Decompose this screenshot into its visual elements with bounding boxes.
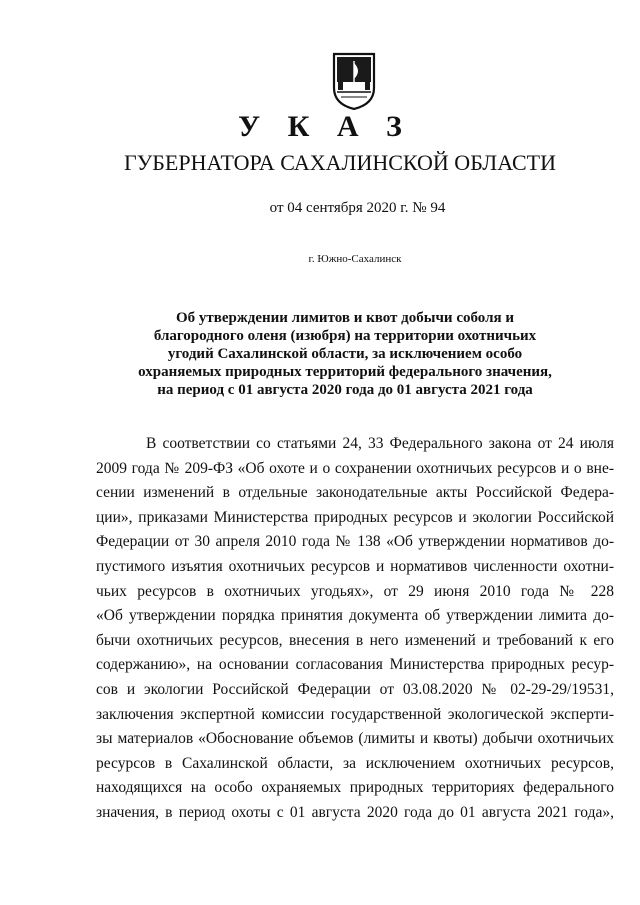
- heading-line: охраняемых природных территорий федерального значения,: [138, 364, 552, 380]
- body-line: сении изменений в отдельные законодательные акты Российской Федера-: [96, 484, 614, 502]
- body-line: 2009 года № 209-ФЗ «Об охоте и о сохранении охотничьих ресурсов и о вне-: [96, 459, 614, 477]
- issuer-title: ГУБЕРНАТОРА САХАЛИНСКОЙ ОБЛАСТИ: [124, 150, 556, 175]
- document-type-title: У К А З: [238, 110, 412, 143]
- body-line: пустимого изъятия охотничьих ресурсов и нормативов численности охотни-: [96, 557, 614, 575]
- body-line: чьих ресурсов в охотничьих угодьях», от 29 июня 2010 года № 228: [96, 582, 614, 600]
- body-line: сов и экологии Российской Федерации от 03.08.2020 № 02-29-29/19531,: [96, 680, 614, 698]
- heading-line: угодий Сахалинской области, за исключением особо: [167, 346, 523, 362]
- body-line: значения, в период охоты с 01 августа 2020 года до 01 августа 2021 года»,: [96, 803, 614, 821]
- body-line: содержанию», на основании согласования Министерства природных ресур-: [96, 656, 614, 674]
- date-and-number: от 04 сентября 2020 г. № 94: [269, 200, 446, 216]
- body-paragraph: [96, 432, 614, 826]
- body-line: ции», приказами Министерства природных ресурсов и экологии Российской: [96, 508, 614, 526]
- heading-line: благородного оленя (изюбря) на территории охотничьих: [153, 328, 537, 344]
- body-line: бычи охотничьих ресурсов, внесения в него изменений и требований к его: [96, 631, 614, 649]
- heading-line: Об утверждении лимитов и квот добычи соболя и: [175, 310, 515, 326]
- city-line: г. Южно-Сахалинск: [308, 253, 402, 265]
- body-line: «Об утверждении порядка принятия документа об утверждении лимита до-: [96, 607, 614, 625]
- heading-line: на период с 01 августа 2020 года до 01 августа 2021 года: [157, 382, 533, 398]
- body-line: Федерации от 30 апреля 2010 года № 138 «Об утверждении нормативов до-: [96, 533, 614, 551]
- body-line: заключения экспертной комиссии государственной экологической эксперти-: [96, 705, 614, 723]
- decree-heading: [130, 309, 560, 399]
- body-line: В соответствии со статьями 24, 33 Федерального закона от 24 июля: [146, 435, 614, 452]
- body-line: ресурсов в Сахалинской области, за исключением охотничьих ресурсов,: [96, 754, 614, 772]
- body-line: находящихся на особо охраняемых природных территориях федерального: [96, 779, 614, 797]
- sakhalin-coat-of-arms-icon: [331, 52, 377, 110]
- body-line: зы материалов «Обоснование объемов (лимиты и квоты) добычи охотничьих: [96, 730, 614, 748]
